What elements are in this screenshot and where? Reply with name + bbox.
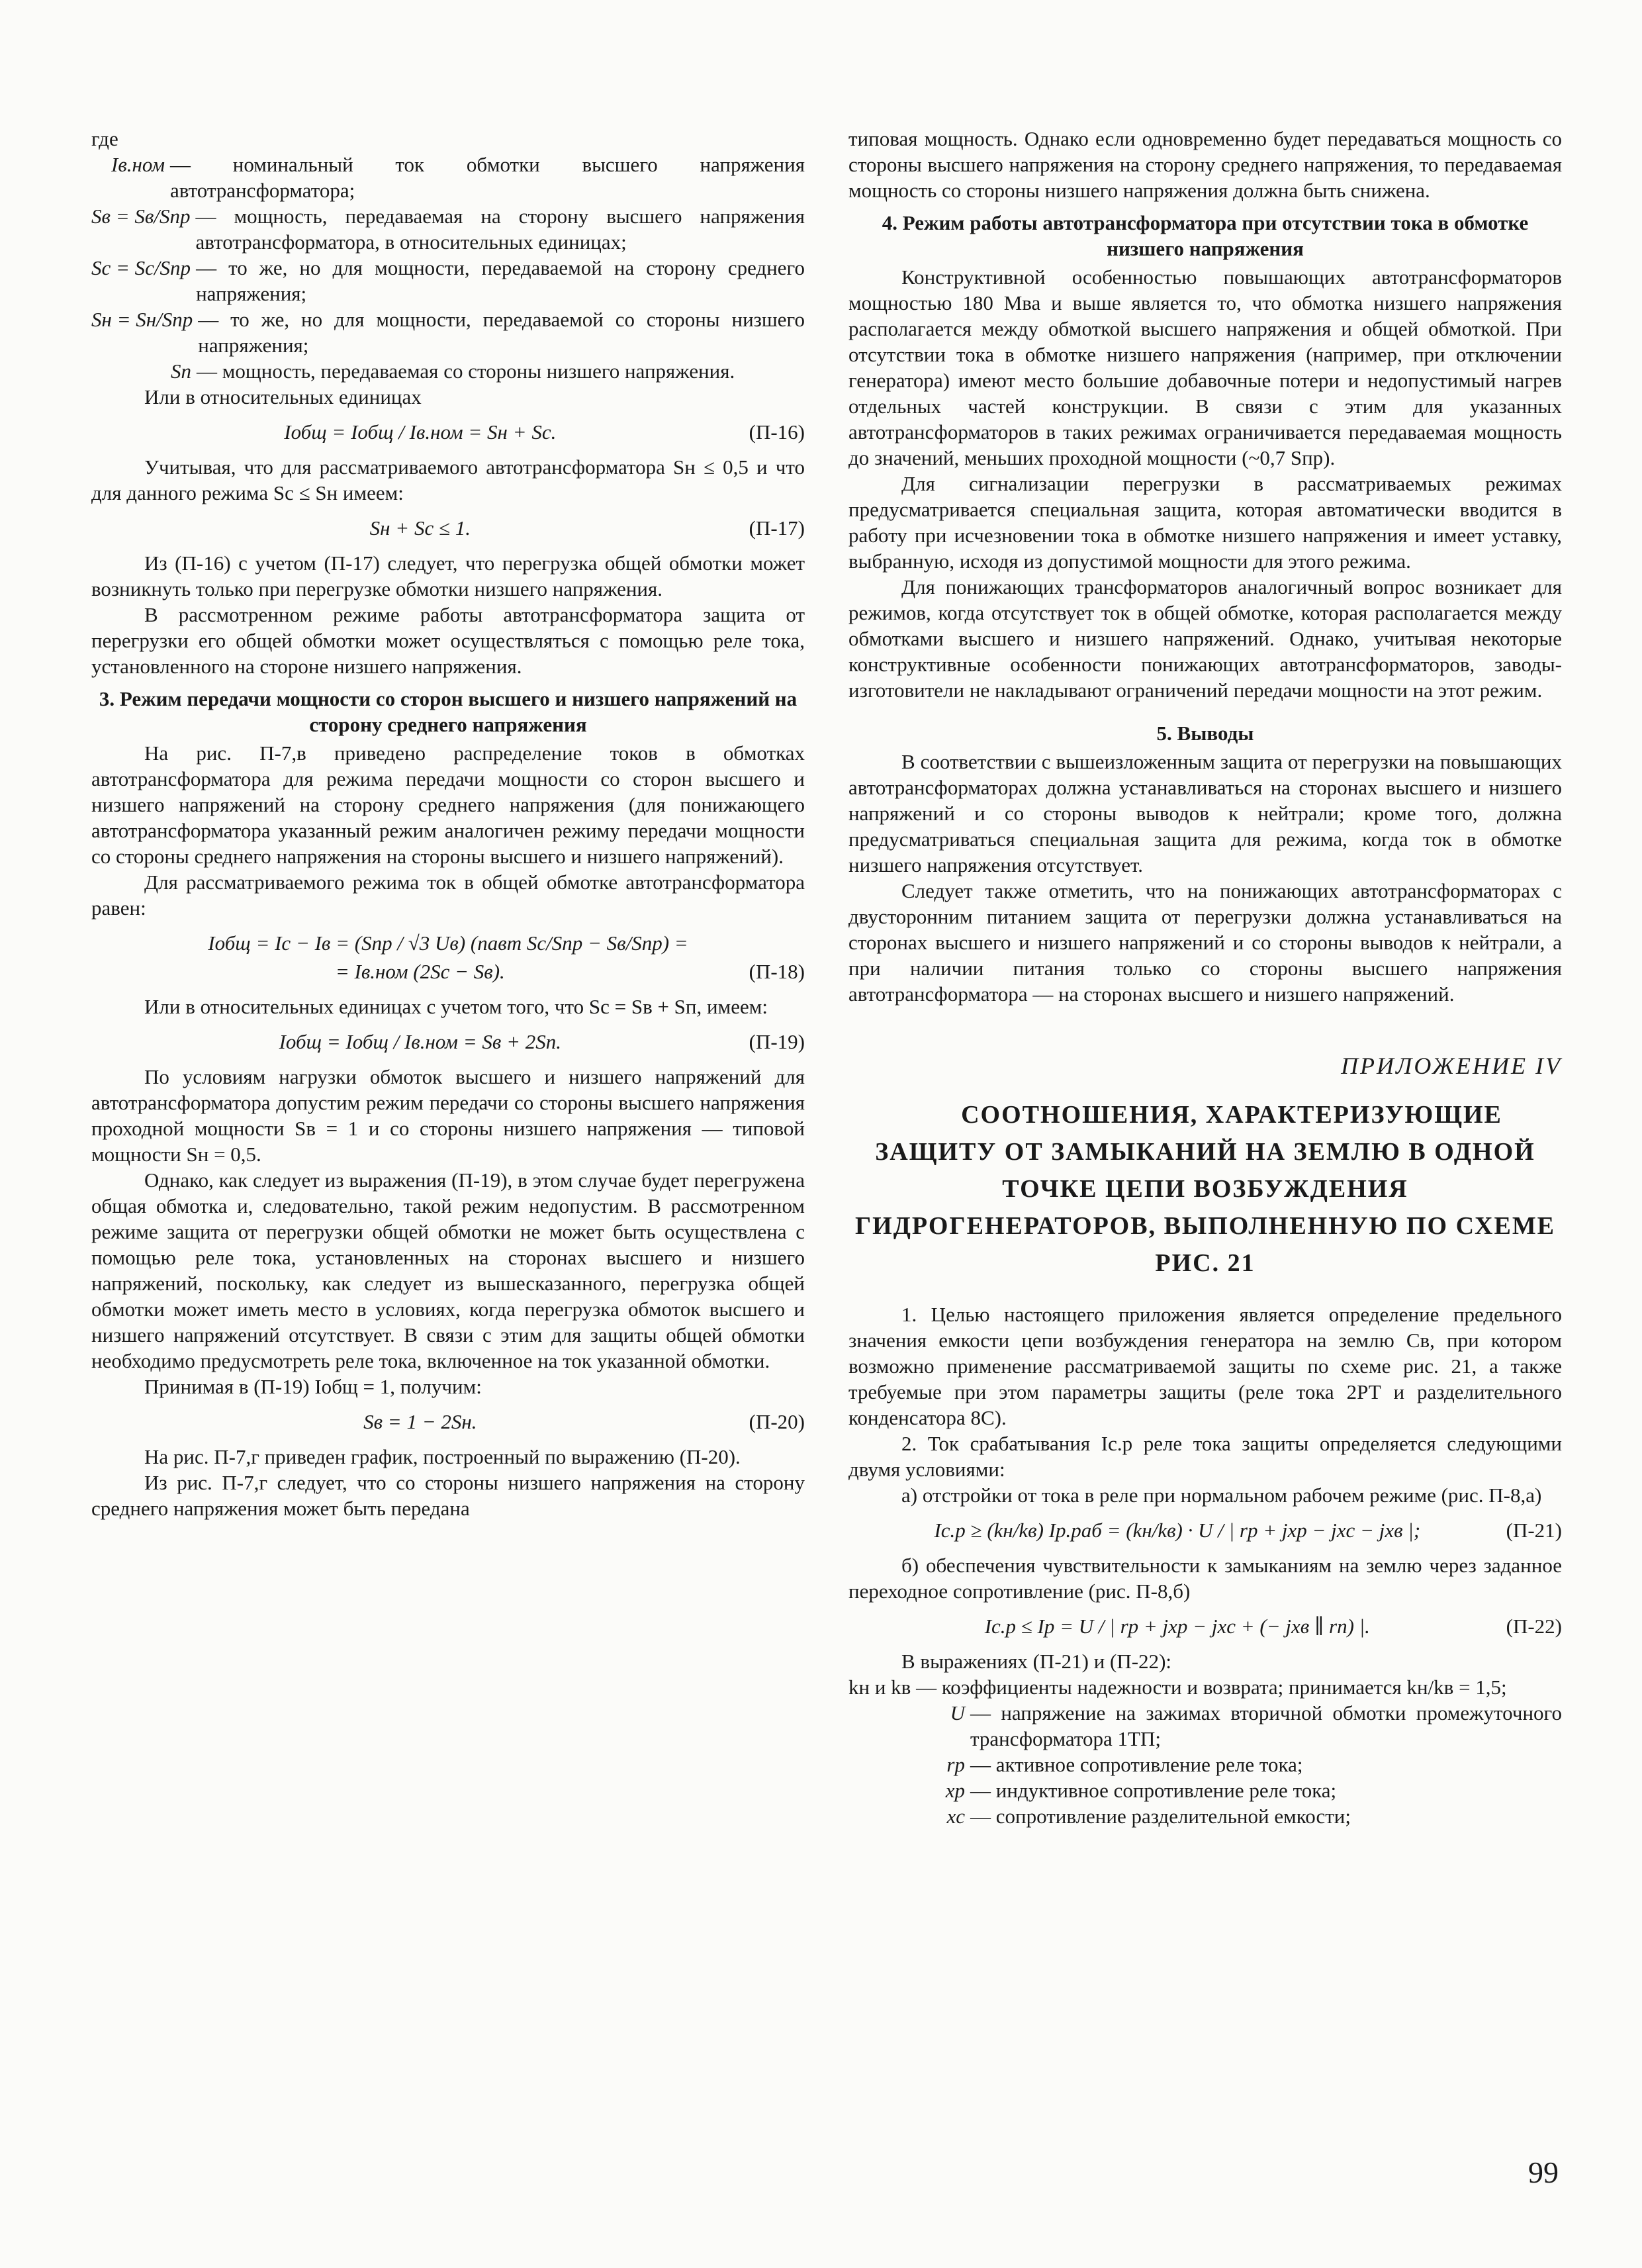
intro-word: где xyxy=(91,127,118,150)
definition-item xyxy=(91,255,805,307)
equation-number: (П-17) xyxy=(749,516,805,540)
paragraph: Следует также отметить, что на понижающих автотрансформаторах с двусторонним питанием защита от перегрузки должна устанавливаться на сторонах высшего и низшего напряжений и со стороны выводов к нейтрали, а при наличии питания только со стороны высшего напряжения автотрансформатора — на сторонах высшего и низшего напряжений. xyxy=(848,879,1562,1006)
definition-symbol: Sн = Sн/Sпр xyxy=(91,308,193,331)
appendix-title: СООТНОШЕНИЯ, ХАРАКТЕРИЗУЮЩИЕ ЗАЩИТУ ОТ ЗАМЫКАНИЙ НА ЗЕМЛЮ В ОДНОЙ ТОЧКЕ ЦЕПИ ВОЗБУЖДЕНИЯ ГИДРОГЕНЕРАТОРОВ, ВЫПОЛНЕННУЮ ПО СХЕМЕ РИС. 21 xyxy=(854,1101,1556,1277)
definition-item xyxy=(901,1777,1562,1803)
equation-number: (П-20) xyxy=(749,1410,805,1433)
equation xyxy=(848,1517,1562,1543)
paragraph: В рассмотренном режиме работы автотрансформатора защита от перегрузки его общей обмотки может осуществляться с помощью реле тока, установленного на стороне низшего напряжения. xyxy=(91,603,805,678)
paragraph: Конструктивной особенностью повышающих автотрансформаторов мощностью 180 Мва и выше является то, что обмотка низшего напряжения располагается между обмоткой высшего напряжения и общей обмоткой. При отсутствии тока в обмотке низшего напряжения (например, при отключении генератора) имеют место большие добавочные потери и недопустимый нагрев отдельных частей конструкции. В связи с этим для указанных автотрансформаторов в таких режимах ограничивается передаваемая мощность до значений, меньших проходной мощности (~0,7 Sпр). xyxy=(848,265,1562,469)
left-column xyxy=(91,126,805,1521)
paragraph: На рис. П-7,г приведен график, построенный по выражению (П-20). xyxy=(144,1445,741,1468)
equation xyxy=(91,1029,805,1055)
paragraph: На рис. П-7,в приведено распределение токов в обмотках автотрансформатора для режима передачи мощности со сторон высшего и низшего напряжений на сторону среднего напряжения (для понижающего автотрансформатора указанный режим аналогичен режиму передачи мощности со стороны среднего напряжения на стороны высшего и низшего напряжений). xyxy=(91,741,805,868)
definition-text: — мощность, передаваемая на сторону высшего напряжения автотрансформатора, в относительных единицах; xyxy=(195,205,805,254)
paragraph: Для понижающих трансформаторов аналогичный вопрос возникает для режимов, когда отсутствует ток в общей обмотке, которая располагается между обмотками высшего и низшего напряжений. Однако, учитывая некоторые конструктивные особенности понижающих автотрансформаторов, заводы-изготовители не накладывают ограничений передачи мощности на этот режим. xyxy=(848,575,1562,702)
equation-body: Iс.р ≤ Iр = U / | rр + jxр − jxс + (− jxв ∥ rп) |. xyxy=(984,1615,1370,1638)
equation xyxy=(91,515,805,541)
equation-number: (П-18) xyxy=(749,960,805,983)
definition-item xyxy=(91,358,805,384)
equation xyxy=(91,930,805,956)
definitions-list xyxy=(91,152,805,384)
paragraph: а) отстройки от тока в реле при нормальном рабочем режиме (рис. П-8,а) xyxy=(901,1484,1542,1507)
equation-number: (П-16) xyxy=(749,420,805,444)
definition-item xyxy=(901,1752,1562,1777)
definition-text: — то же, но для мощности, передаваемой на сторону среднего напряжения; xyxy=(196,256,805,305)
equation-number: (П-22) xyxy=(1506,1615,1562,1638)
paragraph: В выражениях (П-21) и (П-22): xyxy=(901,1650,1172,1673)
definition-text: — мощность, передаваемая со стороны низшего напряжения. xyxy=(197,359,735,383)
page-number: 99 xyxy=(1528,2155,1559,2189)
section-heading: 4. Режим работы автотрансформатора при отсутствии тока в обмотке низшего напряжения xyxy=(882,211,1529,260)
definition-text: — сопротивление разделительной емкости; xyxy=(970,1805,1351,1828)
definition-symbol: Iв.ном xyxy=(111,153,165,176)
definition-symbol: xс xyxy=(946,1805,965,1828)
paragraph: б) обеспечения чувствительности к замыканиям на землю через заданное переходное сопротивление (рис. П-8,б) xyxy=(848,1554,1562,1603)
paragraph: Для рассматриваемого режима ток в общей обмотке автотрансформатора равен: xyxy=(91,871,805,920)
paragraph: Из рис. П-7,г следует, что со стороны низшего напряжения на сторону среднего напряжения может быть передана xyxy=(91,1471,805,1520)
equation xyxy=(91,419,805,445)
definition-text: — активное сопротивление реле тока; xyxy=(970,1753,1303,1776)
right-column xyxy=(848,126,1562,1829)
definition-symbol: xр xyxy=(945,1779,965,1802)
equation-body: = Iв.ном (2Sс − Sв). xyxy=(335,960,505,983)
equation xyxy=(91,959,805,984)
paragraph: Или в относительных единицах с учетом того, что Sс = Sв + Sп, имеем: xyxy=(144,995,768,1018)
definition-symbol: Sп xyxy=(171,359,191,383)
appendix-label: ПРИЛОЖЕНИЕ IV xyxy=(1341,1053,1562,1079)
definition-item: kн и kв — коэффициенты надежности и возврата; принимается kн/kв = 1,5; xyxy=(848,1676,1507,1699)
paragraph: Принимая в (П-19) Iобщ = 1, получим: xyxy=(144,1375,482,1398)
equation-body: Sв = 1 − 2Sн. xyxy=(363,1410,477,1433)
equation-number: (П-19) xyxy=(749,1030,805,1053)
definition-text: — напряжение на зажимах вторичной обмотки промежуточного трансформатора 1ТП; xyxy=(970,1701,1562,1750)
definitions-list xyxy=(901,1700,1562,1829)
paragraph: По условиям нагрузки обмоток высшего и низшего напряжений для автотрансформатора допустим режим передачи со стороны высшего напряжения проходной мощности Sв = 1 и со стороны низшего напряжения — типовой мощности Sн = 0,5. xyxy=(91,1065,805,1166)
equation-body: Iобщ = Iобщ / Iв.ном = Sн + Sс. xyxy=(284,420,557,444)
definition-item xyxy=(91,307,805,358)
definition-symbol: Sв = Sв/Sпр xyxy=(91,205,191,228)
definition-symbol: Sс = Sс/Sпр xyxy=(91,256,191,279)
paragraph: Однако, как следует из выражения (П-19), в этом случае будет перегружена общая обмотка и, следовательно, такой режим недопустим. В рассмотренном режиме защита от перегрузки общей обмотки не может быть осуществлена с помощью реле тока, установленных на сторонах высшего и низшего напряжений, поскольку, как следует из вышесказанного, перегрузка общей обмотки может иметь место в условиях, когда перегрузка обмоток высшего и низшего напряжений отсутствует. В связи с этим для защиты общей обмотки необходимо предусмотреть реле тока, включенное на ток указанной обмотки. xyxy=(91,1168,805,1372)
paragraph: Из (П-16) с учетом (П-17) следует, что перегрузка общей обмотки может возникнуть только при перегрузке обмотки низшего напряжения. xyxy=(91,551,805,600)
paragraph: 2. Ток срабатывания Iс.р реле тока защиты определяется следующими двумя условиями: xyxy=(848,1432,1562,1481)
equation-body: Iобщ = Iс − Iв = (Sпр / √3 Uв) (nавт Sс/Sпр − Sв/Sпр) = xyxy=(208,931,688,955)
equation-body: Sн + Sс ≤ 1. xyxy=(369,516,471,540)
definition-symbol: rр xyxy=(946,1753,965,1776)
section-heading: 3. Режим передачи мощности со сторон высшего и низшего напряжений на сторону среднего напряжения xyxy=(99,687,798,736)
paragraph: Для сигнализации перегрузки в рассматриваемых режимах предусматривается специальная защита, которая автоматически вводится в работу при исчезновении тока в обмотке низшего напряжения и имеет уставку, выбранную, исходя из допустимой мощности для этого режима. xyxy=(848,472,1562,573)
definition-item xyxy=(91,152,805,203)
definition-symbol: U xyxy=(950,1701,965,1725)
paragraph: Или в относительных единицах xyxy=(144,385,422,408)
paragraph: Учитывая, что для рассматриваемого автотрансформатора Sн ≤ 0,5 и что для данного режима Sс ≤ Sн имеем: xyxy=(91,455,805,504)
paragraph: В соответствии с вышеизложенным защита от перегрузки на повышающих автотрансформаторах должна устанавливаться на сторонах высшего и низшего напряжений и со стороны выводов к нейтрали; кроме того, должна предусматриваться специальная защита для режима, когда ток в обмотке низшего напряжения отсутствует. xyxy=(848,750,1562,876)
equation-number: (П-21) xyxy=(1506,1519,1562,1542)
paragraph: типовая мощность. Однако если одновременно будет передаваться мощность со стороны высшего напряжения на сторону среднего напряжения, то передаваемая мощность со стороны низшего напряжения должна быть снижена. xyxy=(848,127,1562,202)
equation xyxy=(848,1613,1562,1639)
section-heading: 5. Выводы xyxy=(1156,722,1254,745)
definition-item xyxy=(91,203,805,255)
definition-text: — номинальный ток обмотки высшего напряжения автотрансформатора; xyxy=(170,153,805,202)
definition-text: — то же, но для мощности, передаваемой со стороны низшего напряжения; xyxy=(198,308,805,357)
definition-item xyxy=(901,1803,1562,1829)
definition-item xyxy=(901,1700,1562,1752)
paragraph: 1. Целью настоящего приложения является определение предельного значения емкости цепи возбуждения генератора на землю Cв, при котором возможно применение рассматриваемой защиты по схеме рис. 21, а также требуемые при этом параметры защиты (реле тока 2РТ и разделительного конденсатора 8С). xyxy=(848,1303,1562,1429)
equation-body: Iобщ = Iобщ / Iв.ном = Sв + 2Sп. xyxy=(279,1030,562,1053)
definition-text: — индуктивное сопротивление реле тока; xyxy=(970,1779,1337,1802)
equation-body: Iс.р ≥ (kн/kв) Iр.раб = (kн/kв) · U / | rр + jxр − jxс − jxв |; xyxy=(934,1519,1421,1542)
equation xyxy=(91,1409,805,1435)
